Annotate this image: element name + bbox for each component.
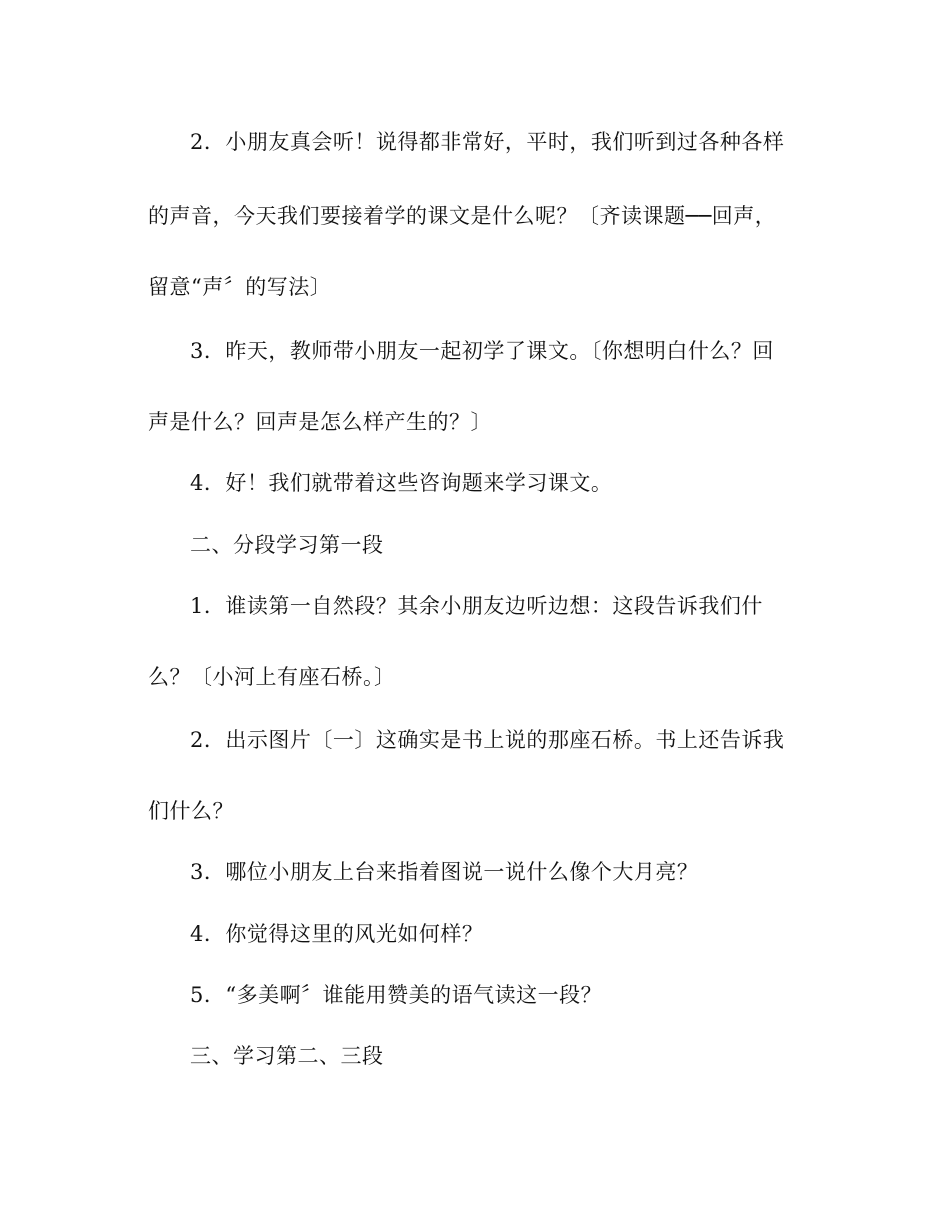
- paragraph-line: 的声音，今天我们要接着学的课文是什么呢？〔齐读课题──回声，: [148, 204, 777, 228]
- paragraph-line: 1．谁读第一自然段？其余小朋友边听边想：这段告诉我们什: [190, 594, 763, 618]
- paragraph-line: 2．小朋友真会听！说得都非常好，平时，我们听到过各种各样: [190, 130, 785, 154]
- paragraph-line: 4．好！我们就带着这些咨询题来学习课文。: [190, 471, 613, 495]
- paragraph-line: 2．出示图片〔一〕这确实是书上说的那座石桥。书上还告诉我: [190, 728, 785, 752]
- section-heading: 三、学习第二、三段: [190, 1044, 384, 1068]
- paragraph-line: 声是什么？回声是怎么样产生的？〕: [148, 410, 492, 434]
- paragraph-line: 4．你觉得这里的风光如何样？: [190, 922, 484, 946]
- paragraph-line: 们什么？: [148, 799, 234, 823]
- paragraph-line: 么？〔小河上有座石桥。〕: [148, 665, 396, 689]
- paragraph-line: 留意“声〞的写法〕: [148, 275, 332, 299]
- section-heading: 二、分段学习第一段: [190, 533, 384, 557]
- paragraph-line: 5．“多美啊〞谁能用赞美的语气读这一段？: [190, 983, 603, 1007]
- paragraph-line: 3．昨天，教师带小朋友一起初学了课文。〔你想明白什么？回: [190, 339, 774, 363]
- paragraph-line: 3．哪位小朋友上台来指着图说一说什么像个大月亮？: [190, 860, 699, 884]
